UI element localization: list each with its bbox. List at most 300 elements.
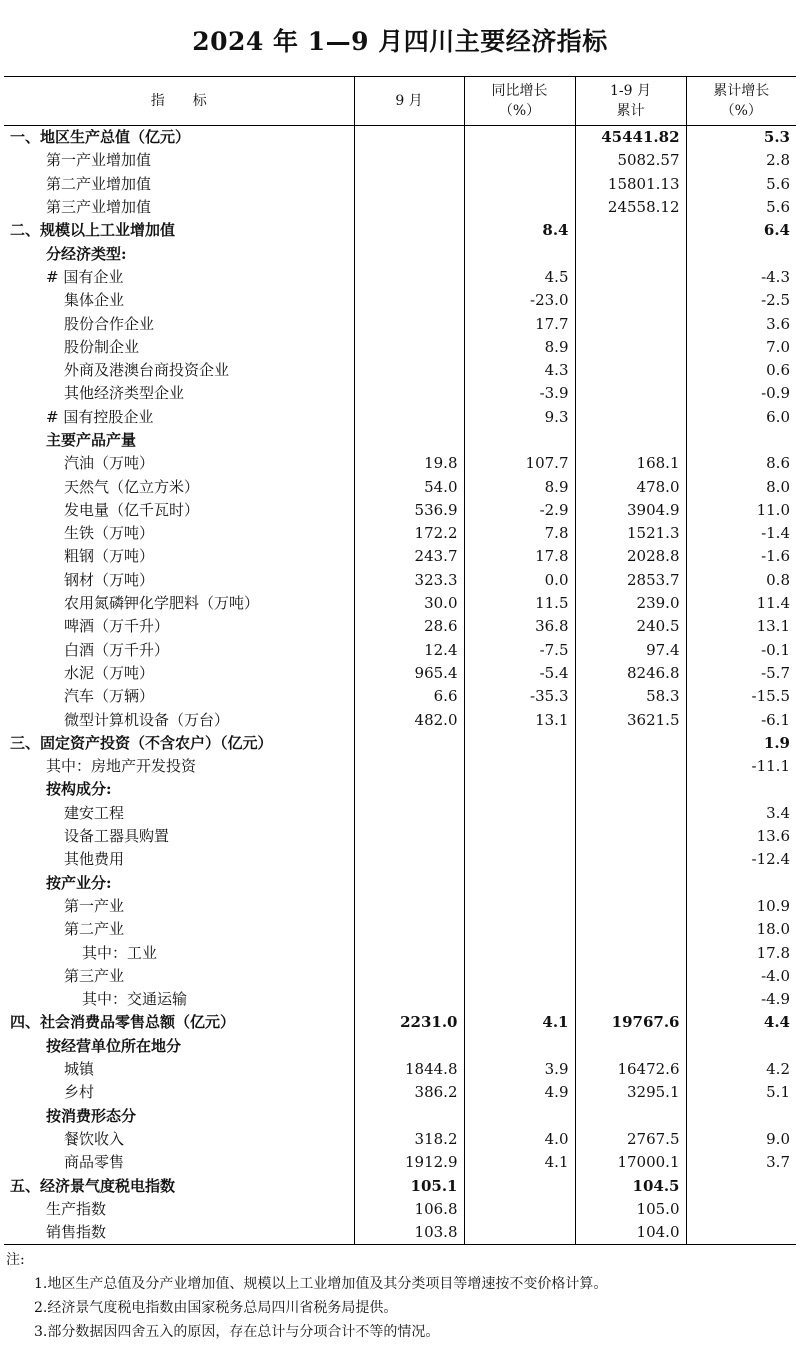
cell-yoy: [464, 126, 575, 150]
row-label: 钢材（万吨）: [64, 570, 155, 589]
row-label: 生铁（万吨）: [64, 524, 155, 543]
cell-month: [354, 266, 464, 289]
cell-month: [354, 1104, 464, 1127]
row-label: 第三产业增加值: [46, 198, 152, 217]
cell-cumulative-growth: 0.6: [686, 359, 796, 382]
cell-month: [354, 732, 464, 755]
header-cumulative: [575, 77, 686, 126]
row-label: 股份制企业: [64, 337, 140, 356]
table-row: [4, 615, 796, 638]
cell-cumulative-growth: [686, 429, 796, 452]
table-row: [4, 802, 796, 825]
table-row: [4, 1128, 796, 1151]
row-label: 外商及港澳台商投资企业: [64, 361, 230, 380]
cell-month: [354, 126, 464, 150]
table-row: [4, 895, 796, 918]
cell-cumulative-growth: 17.8: [686, 941, 796, 964]
table-row: [4, 988, 796, 1011]
cell-cumulative: 15801.13: [575, 173, 686, 196]
cell-yoy: [464, 848, 575, 871]
table-row: [4, 429, 796, 452]
cell-month: [354, 196, 464, 219]
header-yoy: [464, 77, 575, 126]
cell-yoy: 36.8: [464, 615, 575, 638]
cell-cumulative-growth: 5.3: [686, 126, 796, 150]
cell-month: [354, 988, 464, 1011]
cell-month: 30.0: [354, 592, 464, 615]
table-row: [4, 289, 796, 312]
cell-cumulative: 2767.5: [575, 1128, 686, 1151]
cell-yoy: 3.9: [464, 1058, 575, 1081]
cell-cumulative-growth: -0.9: [686, 382, 796, 405]
cell-month: [354, 336, 464, 359]
cell-cumulative-growth: [686, 1198, 796, 1221]
cell-cumulative: [575, 755, 686, 778]
table-row: [4, 1198, 796, 1221]
row-label: 白酒（万千升）: [64, 640, 170, 659]
cell-cumulative: [575, 825, 686, 848]
cell-yoy: 8.9: [464, 336, 575, 359]
table-row: [4, 848, 796, 871]
cell-cumulative-growth: -4.0: [686, 965, 796, 988]
cell-cumulative: [575, 242, 686, 265]
cell-cumulative: [575, 965, 686, 988]
cell-yoy: [464, 1221, 575, 1245]
table-row: [4, 1011, 796, 1034]
header-cumulative-line1: 1-9 月: [610, 83, 651, 99]
cell-cumulative-growth: [686, 1104, 796, 1127]
table-row: [4, 312, 796, 335]
cell-yoy: -5.4: [464, 662, 575, 685]
cell-cumulative: 3904.9: [575, 499, 686, 522]
table-row: [4, 266, 796, 289]
cell-month: 1844.8: [354, 1058, 464, 1081]
row-label: 汽油（万吨）: [64, 454, 155, 473]
row-label: 销售指数: [4, 1221, 354, 1245]
cell-cumulative-growth: 3.7: [686, 1151, 796, 1174]
cell-cumulative: [575, 336, 686, 359]
cell-cumulative: 19767.6: [575, 1011, 686, 1034]
cell-yoy: -35.3: [464, 685, 575, 708]
cell-month: [354, 918, 464, 941]
note-line-3: 3.部分数据因四舍五入的原因，存在总计与分项合计不等的情况。: [34, 1324, 440, 1340]
header-month: 9 月: [354, 77, 464, 126]
cell-yoy: -7.5: [464, 639, 575, 662]
row-label: 其中：工业: [82, 943, 158, 962]
cell-cumulative-growth: -0.1: [686, 639, 796, 662]
cell-month: 1912.9: [354, 1151, 464, 1174]
cell-yoy: 4.3: [464, 359, 575, 382]
cell-month: 323.3: [354, 569, 464, 592]
table-row: [4, 941, 796, 964]
cell-month: [354, 406, 464, 429]
row-label: 建安工程: [64, 803, 125, 822]
row-label: 乡村: [64, 1083, 95, 1102]
row-label: 天然气（亿立方米）: [64, 477, 200, 496]
cell-yoy: [464, 173, 575, 196]
cell-cumulative-growth: 3.6: [686, 312, 796, 335]
header-indicator: 指 标: [4, 77, 354, 126]
header-cumulative-line2: 累计: [616, 103, 645, 119]
cell-cumulative-growth: [686, 1221, 796, 1245]
row-label: 餐饮收入: [64, 1129, 125, 1148]
note-line-1: 1.地区生产总值及分产业增加值、规模以上工业增加值及其分类项目等增速按不变价格计算。: [34, 1276, 608, 1292]
cell-cumulative: 168.1: [575, 452, 686, 475]
notes: [6, 1248, 796, 1344]
cell-cumulative: [575, 918, 686, 941]
cell-month: [354, 149, 464, 172]
table-row: [4, 336, 796, 359]
cell-month: 103.8: [354, 1221, 464, 1245]
cell-cumulative: 3295.1: [575, 1081, 686, 1104]
cell-cumulative: [575, 732, 686, 755]
cell-cumulative-growth: 4.2: [686, 1058, 796, 1081]
cell-yoy: -23.0: [464, 289, 575, 312]
cell-cumulative-growth: 10.9: [686, 895, 796, 918]
table-row: [4, 1058, 796, 1081]
cell-cumulative-growth: -4.9: [686, 988, 796, 1011]
row-label: 粗钢（万吨）: [64, 547, 155, 566]
row-label: 四、社会消费品零售总额（亿元）: [10, 1013, 236, 1032]
row-label: 按构成分:: [46, 780, 112, 799]
table-row: [4, 592, 796, 615]
table-row: [4, 196, 796, 219]
table-row: [4, 406, 796, 429]
cell-month: 6.6: [354, 685, 464, 708]
cell-cumulative: 239.0: [575, 592, 686, 615]
row-label: # 国有企业: [46, 267, 124, 286]
table-row: [4, 639, 796, 662]
cell-yoy: [464, 429, 575, 452]
header-cumulative-growth: [686, 77, 796, 126]
header-cumulative-growth-line2: （%）: [720, 103, 762, 119]
table-row: [4, 1035, 796, 1058]
table-row: [4, 918, 796, 941]
cell-yoy: 4.1: [464, 1151, 575, 1174]
table-row: [4, 569, 796, 592]
cell-cumulative-growth: 1.9: [686, 732, 796, 755]
cell-month: 386.2: [354, 1081, 464, 1104]
cell-month: [354, 359, 464, 382]
row-label: # 国有控股企业: [46, 407, 154, 426]
table-row: [4, 522, 796, 545]
cell-month: 105.1: [354, 1174, 464, 1197]
row-label: 五、经济景气度税电指数: [10, 1176, 176, 1195]
cell-cumulative: 8246.8: [575, 662, 686, 685]
cell-cumulative: [575, 382, 686, 405]
cell-yoy: 9.3: [464, 406, 575, 429]
header-cumulative-growth-line1: 累计增长: [713, 83, 770, 99]
cell-cumulative: 17000.1: [575, 1151, 686, 1174]
cell-month: 2231.0: [354, 1011, 464, 1034]
row-label: 第二产业: [64, 920, 125, 939]
cell-cumulative-growth: 18.0: [686, 918, 796, 941]
cell-yoy: 11.5: [464, 592, 575, 615]
cell-cumulative: [575, 312, 686, 335]
cell-yoy: [464, 918, 575, 941]
cell-month: 106.8: [354, 1198, 464, 1221]
cell-month: 536.9: [354, 499, 464, 522]
cell-yoy: [464, 941, 575, 964]
cell-yoy: 4.5: [464, 266, 575, 289]
row-label: 生产指数: [46, 1199, 107, 1218]
cell-month: [354, 895, 464, 918]
cell-month: 482.0: [354, 708, 464, 731]
row-label: 按经营单位所在地分: [46, 1036, 182, 1055]
cell-cumulative-growth: 11.4: [686, 592, 796, 615]
cell-cumulative-growth: 7.0: [686, 336, 796, 359]
row-label: 第三产业: [64, 966, 125, 985]
cell-cumulative-growth: 8.6: [686, 452, 796, 475]
cell-cumulative: [575, 289, 686, 312]
cell-month: [354, 802, 464, 825]
cell-cumulative: [575, 872, 686, 895]
table-row: [4, 1081, 796, 1104]
row-label: 其中：交通运输: [82, 990, 188, 1009]
cell-month: [354, 778, 464, 801]
cell-yoy: [464, 732, 575, 755]
row-label: 啤酒（万千升）: [64, 617, 170, 636]
cell-cumulative: 1521.3: [575, 522, 686, 545]
cell-month: 243.7: [354, 545, 464, 568]
cell-yoy: -3.9: [464, 382, 575, 405]
cell-cumulative-growth: 6.4: [686, 219, 796, 242]
cell-cumulative-growth: 5.6: [686, 173, 796, 196]
cell-yoy: 4.0: [464, 1128, 575, 1151]
cell-cumulative: 24558.12: [575, 196, 686, 219]
cell-cumulative-growth: [686, 778, 796, 801]
cell-cumulative: [575, 895, 686, 918]
cell-month: [354, 173, 464, 196]
table-row: [4, 359, 796, 382]
cell-cumulative-growth: -2.5: [686, 289, 796, 312]
cell-month: [354, 825, 464, 848]
row-label: 分经济类型:: [46, 244, 127, 263]
cell-month: [354, 312, 464, 335]
cell-cumulative-growth: -11.1: [686, 755, 796, 778]
row-label: 微型计算机设备（万台）: [64, 710, 230, 729]
cell-cumulative-growth: 3.4: [686, 802, 796, 825]
cell-cumulative-growth: 8.0: [686, 475, 796, 498]
cell-yoy: [464, 242, 575, 265]
cell-cumulative-growth: [686, 242, 796, 265]
cell-cumulative-growth: -6.1: [686, 708, 796, 731]
table-row: [4, 708, 796, 731]
table-row: [4, 1151, 796, 1174]
cell-yoy: -2.9: [464, 499, 575, 522]
cell-yoy: [464, 1035, 575, 1058]
cell-month: 28.6: [354, 615, 464, 638]
cell-cumulative: 5082.57: [575, 149, 686, 172]
cell-cumulative-growth: [686, 1035, 796, 1058]
table-row: [4, 242, 796, 265]
table-row: [4, 219, 796, 242]
cell-cumulative: 105.0: [575, 1198, 686, 1221]
row-label: 其他费用: [64, 850, 125, 869]
cell-month: [354, 242, 464, 265]
row-label: 汽车（万辆）: [64, 687, 155, 706]
table-row: [4, 545, 796, 568]
cell-cumulative-growth: [686, 872, 796, 895]
cell-cumulative-growth: 2.8: [686, 149, 796, 172]
cell-month: [354, 872, 464, 895]
cell-cumulative-growth: 13.1: [686, 615, 796, 638]
cell-yoy: [464, 778, 575, 801]
row-label: 其他经济类型企业: [64, 384, 185, 403]
cell-month: 965.4: [354, 662, 464, 685]
cell-yoy: [464, 149, 575, 172]
cell-cumulative: [575, 219, 686, 242]
cell-cumulative-growth: -4.3: [686, 266, 796, 289]
table-row: [4, 872, 796, 895]
header-yoy-line1: 同比增长: [491, 83, 548, 99]
cell-yoy: 17.8: [464, 545, 575, 568]
cell-yoy: 4.1: [464, 1011, 575, 1034]
page-title: 2024 年 1—9 月四川主要经济指标: [192, 27, 608, 56]
cell-yoy: 17.7: [464, 312, 575, 335]
cell-cumulative: [575, 429, 686, 452]
cell-yoy: [464, 988, 575, 1011]
cell-yoy: 0.0: [464, 569, 575, 592]
cell-cumulative-growth: -12.4: [686, 848, 796, 871]
cell-month: 172.2: [354, 522, 464, 545]
cell-cumulative: [575, 941, 686, 964]
table-row: [4, 475, 796, 498]
row-label: 一、地区生产总值（亿元）: [10, 128, 191, 147]
cell-cumulative: [575, 988, 686, 1011]
row-label: 水泥（万吨）: [64, 663, 155, 682]
table-row: [4, 778, 796, 801]
cell-cumulative-growth: 9.0: [686, 1128, 796, 1151]
cell-month: [354, 941, 464, 964]
row-label: 城镇: [64, 1060, 95, 1079]
cell-yoy: 4.9: [464, 1081, 575, 1104]
cell-cumulative-growth: 6.0: [686, 406, 796, 429]
row-label: 设备工器具购置: [64, 827, 170, 846]
cell-month: 318.2: [354, 1128, 464, 1151]
cell-yoy: 7.8: [464, 522, 575, 545]
table-row: [4, 382, 796, 405]
table-row: [4, 499, 796, 522]
cell-cumulative-growth: 5.1: [686, 1081, 796, 1104]
row-label: 发电量（亿千瓦时）: [64, 500, 200, 519]
cell-yoy: 107.7: [464, 452, 575, 475]
cell-cumulative-growth: -1.4: [686, 522, 796, 545]
table-row: [4, 1104, 796, 1127]
cell-month: [354, 755, 464, 778]
cell-month: [354, 382, 464, 405]
cell-cumulative-growth: [686, 1174, 796, 1197]
cell-yoy: 8.4: [464, 219, 575, 242]
cell-yoy: [464, 755, 575, 778]
cell-month: 12.4: [354, 639, 464, 662]
cell-cumulative-growth: -5.7: [686, 662, 796, 685]
cell-cumulative: 45441.82: [575, 126, 686, 150]
cell-yoy: [464, 825, 575, 848]
cell-cumulative: 58.3: [575, 685, 686, 708]
cell-month: [354, 429, 464, 452]
cell-month: 54.0: [354, 475, 464, 498]
cell-month: 19.8: [354, 452, 464, 475]
row-label: 股份合作企业: [64, 314, 155, 333]
table-row: [4, 662, 796, 685]
row-label: 主要产品产量: [46, 431, 137, 449]
cell-cumulative-growth: -15.5: [686, 685, 796, 708]
note-line-2: 2.经济景气度税电指数由国家税务总局四川省税务局提供。: [34, 1300, 398, 1316]
row-label: 其中：房地产开发投资: [46, 757, 197, 776]
table-row: [4, 732, 796, 755]
cell-yoy: [464, 872, 575, 895]
row-label: 三、固定资产投资（不含农户）（亿元）: [10, 733, 273, 752]
row-label: 第一产业增加值: [46, 151, 152, 170]
cell-cumulative: 104.5: [575, 1174, 686, 1197]
table-row: [4, 1221, 796, 1245]
cell-cumulative: 478.0: [575, 475, 686, 498]
table-row: [4, 965, 796, 988]
cell-cumulative: 97.4: [575, 639, 686, 662]
table-body: [4, 126, 796, 1245]
cell-yoy: [464, 196, 575, 219]
cell-cumulative: 2028.8: [575, 545, 686, 568]
table-row: [4, 825, 796, 848]
cell-month: [354, 1035, 464, 1058]
table-row: [4, 1174, 796, 1197]
cell-cumulative: 104.0: [575, 1221, 686, 1245]
table-row: [4, 452, 796, 475]
cell-cumulative: 3621.5: [575, 708, 686, 731]
cell-yoy: 13.1: [464, 708, 575, 731]
cell-month: [354, 289, 464, 312]
cell-cumulative: 16472.6: [575, 1058, 686, 1081]
cell-cumulative: [575, 266, 686, 289]
table-row: [4, 126, 796, 150]
row-label: 第二产业增加值: [46, 174, 152, 193]
cell-cumulative: [575, 406, 686, 429]
table-row: [4, 685, 796, 708]
cell-cumulative-growth: 11.0: [686, 499, 796, 522]
cell-cumulative-growth: 0.8: [686, 569, 796, 592]
notes-heading: 注:: [6, 1252, 25, 1268]
cell-yoy: [464, 895, 575, 918]
row-label: 二、规模以上工业增加值: [10, 221, 176, 240]
row-label: 集体企业: [64, 291, 125, 310]
cell-cumulative: [575, 1035, 686, 1058]
cell-yoy: 8.9: [464, 475, 575, 498]
cell-cumulative-growth: 13.6: [686, 825, 796, 848]
cell-cumulative: [575, 848, 686, 871]
cell-month: [354, 219, 464, 242]
cell-yoy: [464, 1198, 575, 1221]
cell-cumulative: [575, 778, 686, 801]
cell-yoy: [464, 965, 575, 988]
cell-cumulative: 2853.7: [575, 569, 686, 592]
header-yoy-line2: （%）: [498, 103, 541, 119]
cell-cumulative-growth: -1.6: [686, 545, 796, 568]
row-label: 商品零售: [64, 1153, 125, 1172]
table-row: [4, 173, 796, 196]
cell-cumulative: [575, 359, 686, 382]
cell-month: [354, 965, 464, 988]
table-header-row: [4, 77, 796, 126]
row-label: 按产业分:: [46, 873, 112, 892]
cell-yoy: [464, 1104, 575, 1127]
cell-cumulative-growth: 5.6: [686, 196, 796, 219]
economic-indicators-table: [4, 76, 796, 1245]
cell-cumulative: 240.5: [575, 615, 686, 638]
cell-cumulative: [575, 1104, 686, 1127]
row-label: 农用氮磷钾化学肥料（万吨）: [64, 594, 260, 613]
table-row: [4, 755, 796, 778]
